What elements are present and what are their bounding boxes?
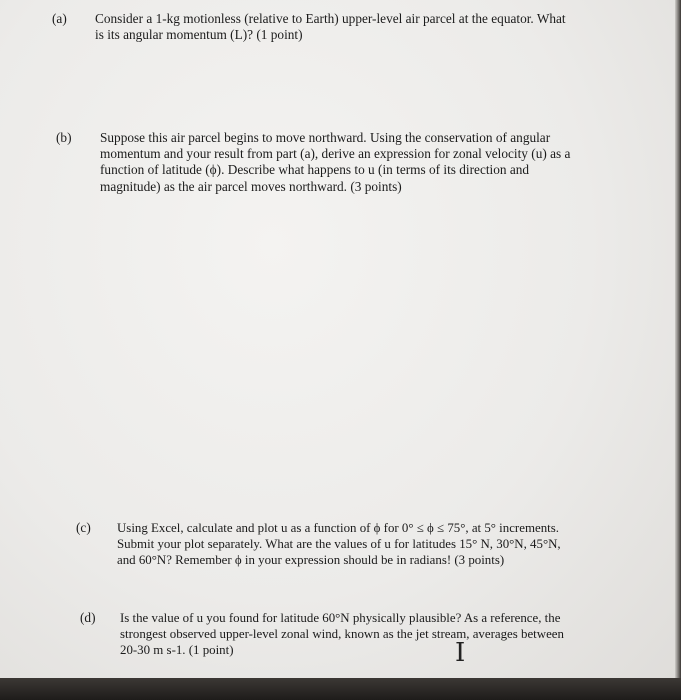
- page-edge-shadow: [675, 0, 681, 700]
- text-cursor-icon: I: [455, 638, 466, 668]
- question-b-text: Suppose this air parcel begins to move northward. Using the conservation of angular momentum and your result from part (a), derive an expression for zonal velocity (u) as a function of latitude (ϕ). Describe what happens to u (in terms of its direction and magnitude) as the air parcel moves northward. (3 points): [100, 130, 571, 194]
- question-a-text: Consider a 1-kg motionless (relative to Earth) upper-level air parcel at the equator. What is its angular momentum (L)? (1 point): [95, 11, 566, 43]
- question-b-label: (b): [56, 130, 72, 145]
- question-a-label: (a): [52, 11, 67, 26]
- question-c-label: (c): [76, 520, 91, 535]
- question-c-text: Using Excel, calculate and plot u as a function of ϕ for 0° ≤ ϕ ≤ 75°, at 5° increments. Submit your plot separately. What are the values of u for latitudes 15° N, 30°N, 45°N, and 60°N? Remember ϕ in your expression should be in radians! (3 points): [117, 521, 561, 567]
- desk-background: [0, 678, 681, 700]
- question-d-text: Is the value of u you found for latitude 60°N physically plausible? As a reference, the strongest observed upper-level zonal wind, known as the jet stream, averages between 20-30 m s-1. (1 point): [120, 611, 564, 657]
- question-d-label: (d): [80, 610, 96, 625]
